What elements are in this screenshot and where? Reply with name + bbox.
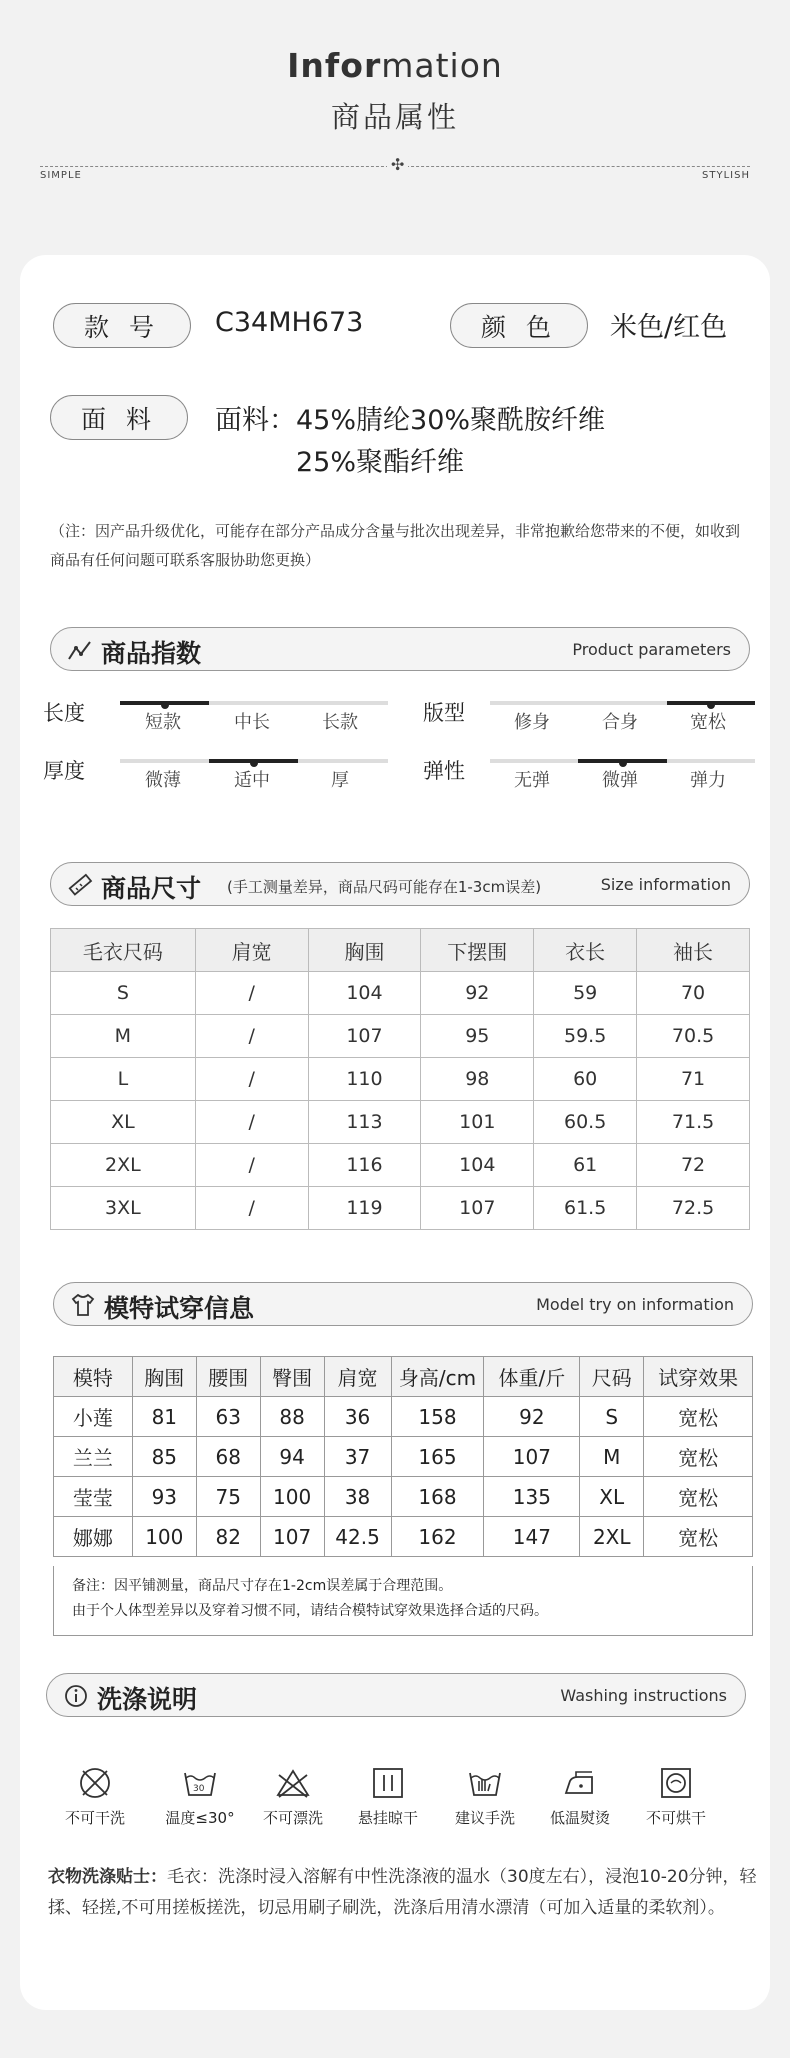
table-cell: 168 [391,1477,484,1517]
table-cell: 92 [484,1397,580,1437]
table-cell: 兰兰 [54,1437,133,1477]
table-row [51,1058,750,1101]
table-cell: 68 [196,1437,260,1477]
table-cell: 81 [132,1397,196,1437]
index-option: 厚 [331,770,349,791]
table-cell: 94 [260,1437,324,1477]
trend-icon [67,637,93,663]
table-cell: 75 [196,1477,260,1517]
table-cell: 63 [196,1397,260,1437]
wash-label: 不可漂洗 [262,1809,323,1827]
index-option: 长款 [322,712,358,733]
table-cell: 119 [308,1187,421,1230]
no-bleach-icon [248,1765,338,1828]
index-bar [490,701,755,705]
table-cell: 107 [421,1187,534,1230]
wash-30-icon [155,1765,245,1828]
table-cell: 60.5 [534,1101,637,1144]
table-cell: 72 [637,1144,750,1187]
product-note: （注：因产品升级优化，可能存在部分产品成分含量与批次出现差异，非常抱歉给您带来的不便，如收到商品有任何问题可联系客服协助您更换） [50,522,741,569]
table-cell: / [195,1144,308,1187]
no-dry-clean-icon [50,1765,140,1828]
table-cell: XL [51,1101,196,1144]
table-cell: 莹莹 [54,1477,133,1517]
section-en: Size information [600,875,731,894]
table-cell: 158 [391,1397,484,1437]
index-marker [667,701,755,705]
section-size [50,862,750,906]
table-cell: / [195,972,308,1015]
table-cell: 70 [637,972,750,1015]
table-header: 胸围 [308,929,421,972]
table-header: 腰围 [196,1357,260,1397]
table-header: 尺码 [580,1357,644,1397]
ruler-icon [67,872,93,898]
table-cell: 113 [308,1101,421,1144]
table-cell: 3XL [51,1187,196,1230]
table-row [51,1144,750,1187]
fabric-line2: 25%聚酯纤维 [296,447,465,478]
table-cell: 37 [324,1437,391,1477]
table-cell: 162 [391,1517,484,1557]
table-row [54,1397,753,1437]
table-cell: 59 [534,972,637,1015]
table-cell: 宽松 [644,1437,753,1477]
svg-text:30: 30 [193,1784,205,1794]
style-no-label: 款 号 [53,303,191,348]
table-header: 肩宽 [195,929,308,972]
shirt-icon [70,1292,96,1318]
table-row [51,1015,750,1058]
index-option: 无弹 [514,770,550,791]
section-en: Washing instructions [560,1686,727,1705]
index-label: 厚度 [43,759,85,783]
table-header: 下摆围 [421,929,534,972]
table-cell: 36 [324,1397,391,1437]
table-cell: 100 [260,1477,324,1517]
section-en: Model try on information [536,1295,734,1314]
index-label: 长度 [43,701,85,725]
table-cell: XL [580,1477,644,1517]
color-label: 颜 色 [450,303,588,348]
header-left-tag: SIMPLE [40,170,82,181]
section-en: Product parameters [572,640,731,659]
table-cell: 宽松 [644,1517,753,1557]
index-marker [578,759,667,763]
table-header-row [54,1357,753,1397]
table-cell: L [51,1058,196,1101]
wash-tip-text: 毛衣：洗涤时浸入溶解有中性洗涤液的温水（30度左右），浸泡10-20分钟，轻揉、轻搓,不可用搓板搓洗，切忌用刷子刷洗，洗涤后用清水漂清（可加入适量的柔软剂）。 [48,1867,757,1918]
section-title: 商品尺寸 [101,874,202,903]
info-card [20,255,770,2010]
table-cell: 147 [484,1517,580,1557]
wash-label: 建议手洗 [454,1809,515,1827]
table-cell: 小莲 [54,1397,133,1437]
index-bar [120,759,388,763]
table-cell: 70.5 [637,1015,750,1058]
table-row [51,1187,750,1230]
model-note-line: 由于个人体型差异以及穿着习惯不同，请结合模特试穿效果选择合适的尺码。 [72,1603,548,1619]
table-cell: M [580,1437,644,1477]
table-cell: 165 [391,1437,484,1477]
section-title: 洗涤说明 [97,1685,198,1714]
table-cell: 61 [534,1144,637,1187]
wash-label: 不可干洗 [64,1809,125,1827]
table-header: 模特 [54,1357,133,1397]
table-cell: 110 [308,1058,421,1101]
table-row [54,1517,753,1557]
table-cell: 72.5 [637,1187,750,1230]
table-cell: 107 [260,1517,324,1557]
table-cell: / [195,1015,308,1058]
index-option: 适中 [234,770,270,791]
table-cell: 93 [132,1477,196,1517]
wash-label: 低温熨烫 [549,1809,610,1827]
table-row [54,1477,753,1517]
table-cell: 娜娜 [54,1517,133,1557]
table-cell: 82 [196,1517,260,1557]
fabric-label: 面 料 [50,395,188,440]
cross-icon: ✣ [387,155,408,174]
header [0,0,790,255]
table-cell: 38 [324,1477,391,1517]
table-cell: S [51,972,196,1015]
table-cell: 宽松 [644,1477,753,1517]
table-header: 毛衣尺码 [51,929,196,972]
table-cell: 107 [308,1015,421,1058]
wash-label: 悬挂晾干 [357,1809,418,1827]
index-option: 合身 [602,712,638,733]
index-option: 微薄 [145,770,181,791]
low-iron-icon [535,1765,625,1828]
section-wash [46,1673,746,1717]
wash-tip [48,1862,766,1924]
table-cell: S [580,1397,644,1437]
table-cell: 104 [421,1144,534,1187]
index-option: 微弹 [602,770,638,791]
index-marker [209,759,298,763]
table-header: 体重/斤 [484,1357,580,1397]
info-icon [63,1683,89,1709]
table-header: 肩宽 [324,1357,391,1397]
section-index [50,627,750,671]
table-cell: 71 [637,1058,750,1101]
table-cell: 59.5 [534,1015,637,1058]
table-header: 袖长 [637,929,750,972]
table-cell: 135 [484,1477,580,1517]
style-no-value: C34MH673 [215,307,364,338]
table-row [51,972,750,1015]
color-value: 米色/红色 [610,312,728,343]
index-option: 修身 [514,712,550,733]
section-title: 商品指数 [101,639,202,668]
table-cell: 104 [308,972,421,1015]
hand-wash-icon [440,1765,530,1828]
model-note [53,1566,753,1636]
table-header: 臀围 [260,1357,324,1397]
table-cell: 85 [132,1437,196,1477]
table-cell: 116 [308,1144,421,1187]
index-label: 弹性 [423,759,465,783]
size-table [50,928,750,1230]
section-subtitle: (手工测量差异，商品尺码可能存在1-3cm误差) [227,878,542,896]
no-tumble-dry-icon [631,1765,721,1828]
table-cell: 98 [421,1058,534,1101]
table-cell: 88 [260,1397,324,1437]
index-option: 弹力 [690,770,726,791]
table-cell: / [195,1187,308,1230]
table-cell: 宽松 [644,1397,753,1437]
table-header: 试穿效果 [644,1357,753,1397]
table-cell: 71.5 [637,1101,750,1144]
header-subtitle: 商品属性 [330,100,459,134]
index-marker [120,701,209,705]
model-table [53,1356,753,1557]
table-cell: 2XL [51,1144,196,1187]
section-title: 模特试穿信息 [104,1294,255,1323]
table-header: 身高/cm [391,1357,484,1397]
index-option: 中长 [234,712,270,733]
index-bar [120,701,388,705]
table-header-row [51,929,750,972]
wash-label: 不可烘干 [645,1809,706,1827]
index-bar [490,759,755,763]
table-row [54,1437,753,1477]
table-row [51,1101,750,1144]
wash-tip-label: 衣物洗涤贴士： [48,1867,167,1887]
table-cell: 95 [421,1015,534,1058]
table-cell: 107 [484,1437,580,1477]
table-header: 衣长 [534,929,637,972]
table-cell: 61.5 [534,1187,637,1230]
table-cell: / [195,1058,308,1101]
table-header: 胸围 [132,1357,196,1397]
table-cell: 2XL [580,1517,644,1557]
table-cell: 101 [421,1101,534,1144]
index-label: 版型 [423,701,465,725]
model-note-line: 备注：因平铺测量，商品尺寸存在1-2cm误差属于合理范围。 [72,1578,453,1594]
table-cell: 92 [421,972,534,1015]
hang-dry-icon [343,1765,433,1828]
table-cell: 42.5 [324,1517,391,1557]
fabric-line1: 面料：45%腈纶30%聚酰胺纤维 [215,405,606,436]
header-right-tag: STYLISH [702,170,750,181]
index-option: 宽松 [690,712,726,733]
index-option: 短款 [145,712,181,733]
table-cell: / [195,1101,308,1144]
table-cell: 60 [534,1058,637,1101]
table-cell: 100 [132,1517,196,1557]
header-title: Information [287,46,503,85]
section-model [53,1282,753,1326]
table-cell: M [51,1015,196,1058]
wash-label: 温度≤30° [165,1809,235,1827]
